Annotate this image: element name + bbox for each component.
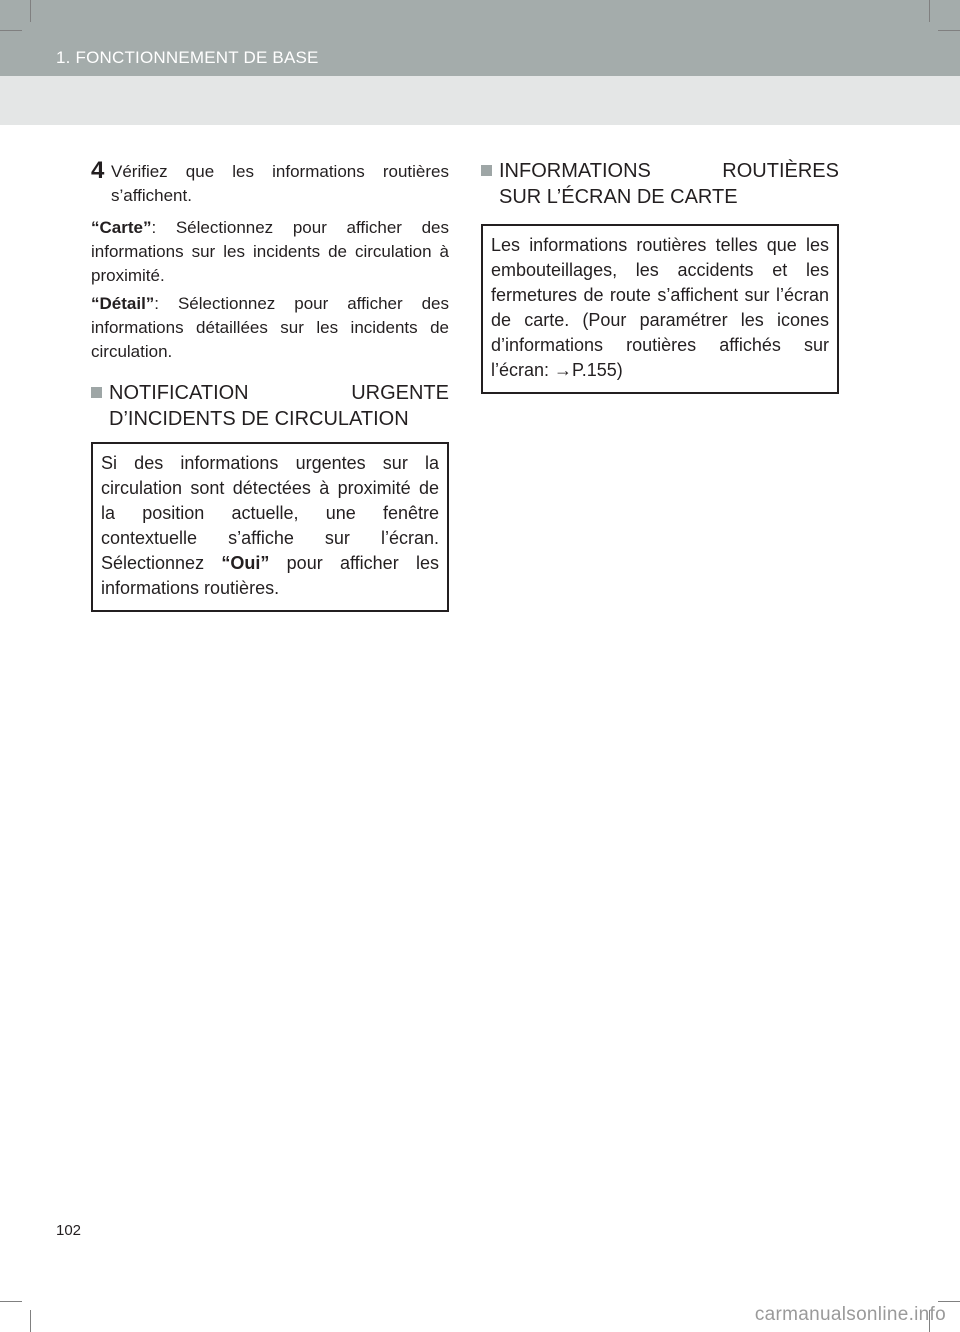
heading-notification-urgente [91,380,449,432]
section-title: 1. FONCTIONNEMENT DE BASE [56,48,319,67]
box-emphasis: “Oui” [221,553,270,573]
left-column [91,158,449,612]
crop-mark-bottom-left [30,1310,31,1332]
heading-line: INFORMATIONS ROUTIÈRES [499,160,839,182]
step-4 [91,158,449,208]
info-box-urgent [91,442,449,612]
box-text: pour afficher les informations routières. [101,553,439,598]
option-label: “Détail” [91,294,155,313]
option-detail [91,292,449,364]
square-bullet-icon [91,387,102,398]
crop-mark-top-right [929,0,930,22]
heading-line: D’INCIDENTS DE CIRCULATION [109,408,409,430]
crop-mark-left-top [0,30,22,31]
box-text: Les informations routières telles que les embouteillages, les accidents et les fermetures de route s’affichent sur l’écran de carte. (Pour paramétrer les icones d’informations routières affichés sur l’écran: [491,235,829,380]
step-number: 4 [91,157,105,184]
info-box-map [481,224,839,394]
option-text: : Sélectionnez pour afficher des informations sur les incidents de circulation à proximité. [91,218,449,285]
option-text: : Sélectionnez pour afficher des informations détaillées sur les incidents de circulation. [91,294,449,361]
crop-mark-right-bottom [938,1301,960,1302]
box-text: Si des informations urgentes sur la circulation sont détectées à proximité de la position actuelle, une fenêtre contextuelle s’affiche sur l’écran. Sélectionnez [101,453,439,573]
option-carte [91,216,449,288]
crop-mark-left-bottom [0,1301,22,1302]
heading-informations-routieres [481,158,839,210]
step-text: Vérifiez que les informations routières s’affichent. [111,162,449,205]
crop-mark-top-left [30,0,31,22]
heading-line: SUR L’ÉCRAN DE CARTE [499,186,738,208]
crop-mark-right-top [938,30,960,31]
heading-line: NOTIFICATION URGENTE [109,382,449,404]
watermark: carmanualsonline.info [754,1304,946,1325]
page-reference-link[interactable]: →P.155) [554,360,623,380]
page-number: 102 [56,1222,82,1239]
square-bullet-icon [481,165,492,176]
option-label: “Carte” [91,218,152,237]
right-column [481,158,839,394]
